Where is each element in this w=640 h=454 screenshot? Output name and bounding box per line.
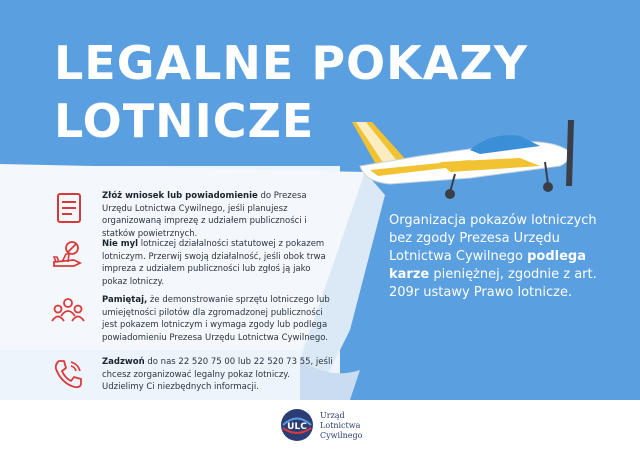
phone-icon [50,356,86,392]
ulc-logo [280,408,380,448]
title-line-2: LOTNICZE [54,94,315,148]
info-item-bold: Złóż wniosek lub powiadomienie [102,191,258,201]
ulc-emblem-icon [280,408,314,442]
logo-line-1: Urząd [320,411,345,420]
ulc-emblem-letters: ULC [287,422,307,432]
info-item-rest: że demonstrowanie sprzętu lotniczego lub umiejętności pilotów dla zgromadzonej publiczności jest pokazem lotniczym i wymaga zgody lub podlega powiadomieniu Prezesa Urzędu Lotnictwa Cywilnego. [102,295,330,343]
page-title [54,34,528,150]
logo-line-3: Cywilnego [320,431,363,440]
penalty-after: pieniężnej, zgodnie z art. 209r ustawy Prawo lotnicze. [389,267,597,300]
logo-line-2: Lotnictwa [320,421,361,430]
logo-text [320,411,362,441]
info-item-text [102,190,334,240]
penalty-before: Organizacja pokazów lotniczych bez zgody Prezesa Urzędu Lotnictwa Cywilnego [389,213,597,264]
info-item-text [102,238,334,288]
info-item-bold: Zadzwoń [102,357,145,367]
title-line-1: LEGALNE POKAZY [54,36,529,90]
info-item-text [102,356,334,394]
plane-propeller [566,120,574,186]
penalty-bold: podlega karze [389,249,586,282]
penalty-notice [389,212,609,302]
document-list-icon [50,190,86,226]
group-people-icon [50,294,86,330]
info-item-text [102,294,334,344]
no-plane-icon [50,238,86,274]
info-item-rest: do Prezesa Urzędu Lotnictwa Cywilnego, jeśli planujesz organizowaną imprezę z udziałem publiczności i statków powietrznych. [102,191,307,239]
info-item-rest: do nas 22 520 75 00 lub 22 520 73 55, jeśli chcesz zorganizować legalny pokaz lotniczy. Udzielimy Ci niezbędnych informacji. [102,357,333,392]
info-item-rest: lotniczej działalności statutowej z pokazem lotniczym. Przerwij swoją działalność, jeśli obok trwa impreza z udziałem publiczności lub zgłoś ją jako pokaz lotniczy. [102,239,326,287]
info-item-bold: Nie myl [102,239,139,249]
info-item-bold: Pamiętaj, [102,295,148,305]
